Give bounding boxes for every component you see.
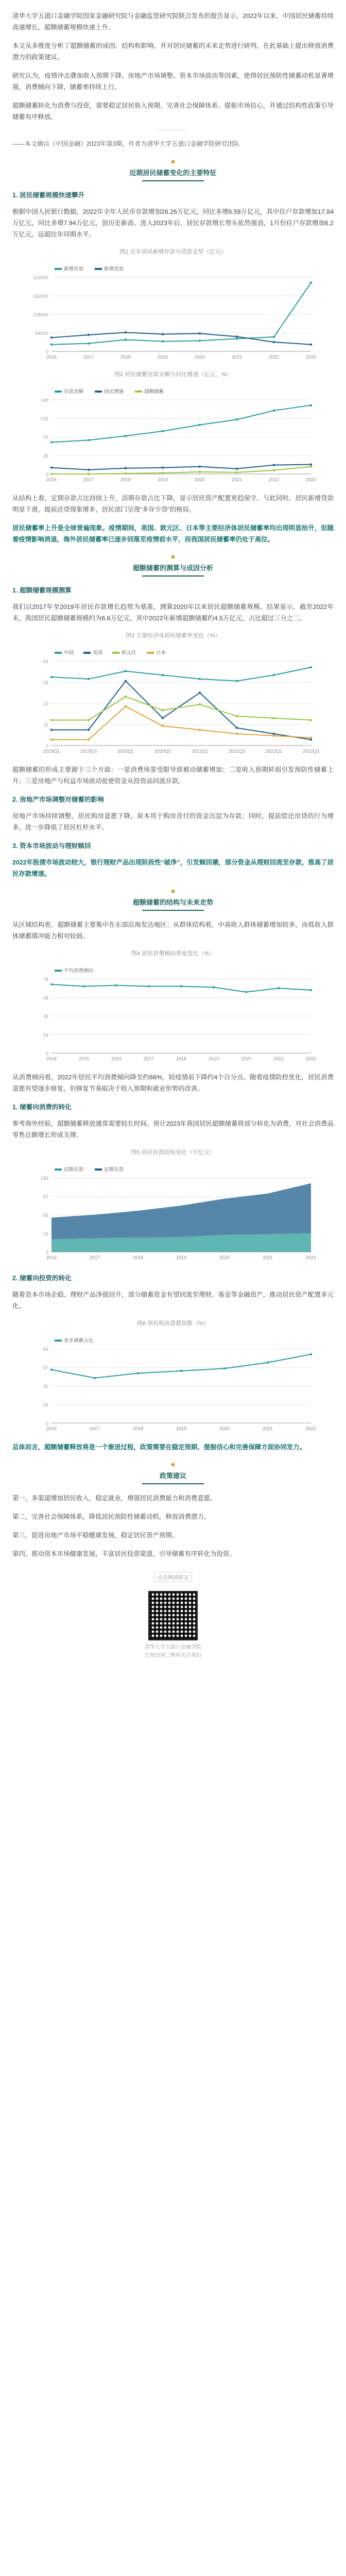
y-tick-label: 162000 <box>32 294 48 299</box>
data-point <box>245 991 247 993</box>
y-tick-label: 47 <box>43 1365 48 1370</box>
y-tick-label: 0 <box>45 743 48 749</box>
data-point <box>50 728 53 731</box>
y-tick-label: 130 <box>40 1176 48 1181</box>
legend-label: 日本 <box>156 650 166 656</box>
paragraph: 第四，推动资本市场健康发展，丰富居民投资渠道，引导储蓄有序转化为投资。 <box>12 1550 236 1557</box>
data-point <box>273 733 275 735</box>
intro-paragraph: 清华大学五道口金融学院国家金融研究院与金融监管研究院联合发布的报告显示，2022年以来，中国居民储蓄持续高速增长，超额储蓄规模快速上升。 <box>12 12 334 31</box>
series-line <box>51 706 311 740</box>
data-point <box>199 691 201 693</box>
y-tick-label: 19 <box>43 1032 48 1038</box>
y-tick-label: 63 <box>43 1347 48 1352</box>
legend-label: 同比增速 <box>104 389 124 395</box>
data-point <box>50 983 53 985</box>
paragraph: 第三，促进房地产市场平稳健康发展，稳定居民资产预期。 <box>12 1532 179 1539</box>
footer-org: 清华大学五道口金融学院 <box>145 1645 201 1650</box>
data-point <box>83 985 85 987</box>
legend-swatch <box>55 268 62 270</box>
data-point <box>310 343 312 345</box>
x-tick-label: 2020 <box>219 1255 230 1260</box>
data-point <box>162 466 164 468</box>
legend-swatch <box>135 391 142 393</box>
data-point <box>199 465 201 467</box>
data-point <box>88 469 90 471</box>
legend-label: 平均消费倾向 <box>64 968 94 974</box>
section-title: 近期居民储蓄变化的主要特征 <box>129 169 217 177</box>
subheading: 3. 资本市场波动与理财赎回 <box>12 842 91 850</box>
data-point <box>273 336 275 338</box>
data-point <box>50 336 53 338</box>
data-point <box>267 1362 269 1364</box>
subheading: 1. 居民储蓄规模快速攀升 <box>12 192 84 199</box>
data-point <box>236 715 238 717</box>
intro-paragraph: 本文从多维度分析了超额储蓄的成因、结构和影响，并对居民储蓄的未来走势进行研判，在此基础上提出释放消费潜力的政策建议。 <box>12 42 334 61</box>
chart-deposit-structure <box>29 1164 317 1267</box>
subheading: 1. 储蓄向消费的转化 <box>12 1104 72 1111</box>
data-point <box>310 404 312 406</box>
y-tick-label: 97 <box>43 1194 48 1199</box>
data-point <box>310 738 312 740</box>
series-line <box>51 332 311 344</box>
data-point <box>125 338 127 341</box>
data-point <box>273 469 275 471</box>
x-tick-label: 2020Q1 <box>117 749 134 754</box>
y-tick-label: 0 <box>45 1250 48 1255</box>
paragraph: 第二，完善社会保障体系，降低居民预防性储蓄动机，释放消费潜力。 <box>12 1513 211 1520</box>
section-header <box>12 889 334 911</box>
x-tick-label: 2023 <box>305 354 317 360</box>
x-tick-label: 2021 <box>231 354 243 360</box>
x-tick-label: 2018 <box>176 1056 187 1061</box>
section-title: 政策建议 <box>159 1472 186 1480</box>
x-tick-label: 2022Q1 <box>265 749 283 754</box>
chart-housing-intent <box>29 1335 317 1438</box>
legend-swatch <box>55 1340 62 1342</box>
data-point <box>50 466 53 468</box>
legend-label: 更多储蓄占比 <box>64 1338 94 1344</box>
data-point <box>88 439 90 441</box>
data-point <box>236 468 238 470</box>
data-point <box>310 737 312 739</box>
data-point <box>162 333 164 335</box>
intro-paragraph: 研究认为，疫情冲击叠加收入预期下降、房地产市场调整、资本市场波动等因素，使得居民预防性储蓄动机显著增强，消费倾向下降，储蓄率持续上行。 <box>12 72 334 91</box>
x-tick-label: 2021 <box>262 1255 273 1260</box>
data-point <box>115 984 117 986</box>
data-point <box>162 717 164 719</box>
x-tick-label: 2015 <box>78 1056 90 1061</box>
data-point <box>199 678 201 680</box>
data-point <box>236 727 238 729</box>
legend-swatch <box>55 652 62 654</box>
y-tick-label: 31 <box>43 1384 48 1389</box>
data-point <box>273 717 275 719</box>
x-tick-label: 2021 <box>273 1056 284 1061</box>
data-point <box>199 340 201 342</box>
legend-label: 活期存款 <box>64 1167 84 1173</box>
figure-caption: 图5 居民存款结构变化（万亿元） <box>131 1149 215 1156</box>
y-tick-label: 0 <box>45 472 48 477</box>
x-tick-label: 2018 <box>120 354 131 360</box>
y-tick-label: 32 <box>43 1231 48 1236</box>
data-point <box>50 343 53 345</box>
paragraph: 房地产市场持续调整，居民购房意愿下降，原本用于购房首付的资金沉淀为存款；同时，提前偿还房贷的行为增多，进一步降低了居民杠杆水平。 <box>12 812 334 831</box>
legend-swatch <box>55 391 62 393</box>
data-point <box>199 728 201 731</box>
data-point <box>273 735 275 737</box>
x-tick-label: 2017 <box>143 1056 154 1061</box>
source-quote: ——本文摘自《中国金融》2023年第3期，作者为清华大学五道口金融学院研究团队 <box>12 140 240 147</box>
legend-label: 中国 <box>64 650 74 656</box>
data-point <box>50 441 53 443</box>
data-point <box>310 463 312 465</box>
paragraph-emphasis: 2022年股债市场波动较大，银行理财产品出现阶段性“破净”，引发赎回潮，部分资金从理财回流至存款，推高了居民存款增速。 <box>12 859 334 877</box>
x-tick-label: 2019 <box>157 354 168 360</box>
legend-label: 美国 <box>93 650 103 656</box>
data-point <box>125 331 127 333</box>
x-tick-label: 2018 <box>132 1255 144 1260</box>
x-tick-label: 2022 <box>305 1056 317 1061</box>
data-point <box>125 705 127 707</box>
data-point <box>236 680 238 682</box>
x-tick-label: 2021Q3 <box>228 749 246 754</box>
chart-deposit-balance <box>29 386 317 489</box>
data-point <box>310 666 312 668</box>
figure-caption: 图3 主要经济体居民储蓄率变化（%） <box>126 633 220 639</box>
x-tick-label: 2016 <box>46 1255 57 1260</box>
data-point <box>273 674 275 676</box>
paragraph: 从区域结构看，超额储蓄主要集中在东部沿海发达地区；从群体结构看，中高收入群体储蓄增加较多，而低收入群体储蓄缓冲能力相对较弱。 <box>12 921 334 940</box>
y-tick-label: 32 <box>43 680 48 685</box>
x-tick-label: 2017 <box>83 354 94 360</box>
y-tick-label: 216000 <box>32 275 48 280</box>
y-tick-label: 108000 <box>32 312 48 317</box>
chart-consumption-propensity <box>29 965 317 1069</box>
data-point <box>125 467 127 469</box>
x-tick-label: 2019 <box>176 1426 187 1431</box>
legend-label: 新增存款 <box>64 266 84 272</box>
x-tick-label: 2017 <box>89 1426 100 1431</box>
data-point <box>88 342 90 344</box>
data-point <box>125 435 127 437</box>
data-point <box>273 341 275 343</box>
y-tick-label: 0 <box>45 349 48 354</box>
x-tick-label: 2023 <box>305 477 317 482</box>
data-point <box>180 985 182 987</box>
y-tick-label: 105 <box>40 416 48 421</box>
x-tick-label: 2022 <box>305 1255 317 1260</box>
x-tick-label: 2019Q3 <box>80 749 97 754</box>
data-point <box>148 985 150 987</box>
x-tick-label: 2020 <box>219 1426 230 1431</box>
data-point <box>50 676 53 678</box>
y-tick-label: 140 <box>40 398 48 403</box>
data-point <box>236 471 238 473</box>
x-tick-label: 2021Q1 <box>191 749 209 754</box>
x-tick-label: 2022 <box>268 477 280 482</box>
series-line <box>51 1354 311 1378</box>
legend-label: 欧元区 <box>122 650 136 656</box>
divider <box>142 1483 204 1484</box>
x-tick-label: 2017 <box>83 477 94 482</box>
data-point <box>88 334 90 336</box>
data-point <box>88 473 90 475</box>
subheading: 2. 储蓄向投资的转化 <box>12 1275 72 1282</box>
legend-label: 新增贷款 <box>104 266 124 272</box>
data-point <box>236 733 238 735</box>
y-tick-label: 70 <box>43 435 48 440</box>
data-point <box>310 1353 312 1355</box>
x-tick-label: 2019Q1 <box>43 749 60 754</box>
y-tick-label: 35 <box>43 453 48 459</box>
x-tick-label: 2016 <box>111 1056 122 1061</box>
data-point <box>88 678 90 680</box>
read-original-link[interactable]: 点击阅读原文 <box>154 1572 192 1582</box>
data-point <box>223 1367 226 1369</box>
section-header <box>12 554 334 577</box>
data-point <box>199 332 201 334</box>
x-tick-label: 2017 <box>89 1255 100 1260</box>
data-point <box>50 473 53 475</box>
paragraph: 根据中国人民银行数据，2022年全年人民币存款增加26.26万亿元，同比多增6.59万亿元，其中住户存款增加17.84万亿元，同比多增7.94万亿元，创历史新高。进入2023年后，居民存款增长势头依然强劲，1月份住户存款增加6.2万亿元，远超往年同期水平。 <box>12 208 334 238</box>
area-series <box>51 1183 311 1240</box>
data-point <box>199 703 201 705</box>
legend-swatch <box>112 652 119 654</box>
x-tick-label: 2014 <box>46 1056 57 1061</box>
data-point <box>310 989 312 991</box>
data-point <box>88 719 90 721</box>
data-point <box>50 1368 53 1370</box>
y-tick-label: 39 <box>43 1014 48 1019</box>
y-tick-label: 43 <box>43 659 48 664</box>
series-line <box>51 697 311 720</box>
paragraph-emphasis: 居民储蓄率上升是全球普遍现象。疫情期间，美国、欧元区、日本等主要经济体居民储蓄率均出现明显抬升，但随着疫情影响消退，海外居民储蓄率已逐步回落至疫情前水平，而我国居民储蓄率仍处于高位。 <box>12 524 334 543</box>
footer-hint: 长按识别二维码关注我们 <box>145 1653 201 1658</box>
legend-swatch <box>147 652 154 654</box>
figure-caption: 图4 居民消费倾向季度变化（%） <box>131 951 215 957</box>
figure-caption: 图2 居民储蓄存款余额与同比增速（亿元，%） <box>114 371 232 378</box>
x-tick-label: 2016 <box>46 354 57 360</box>
x-tick-label: 2021 <box>262 1426 273 1431</box>
data-point <box>236 337 238 340</box>
data-point <box>162 340 164 342</box>
divider <box>142 910 204 911</box>
paragraph: 随着资本市场企稳、理财产品净值回升，部分储蓄资金有望回流至理财、基金等金融资产，推动居民资产配置多元化。 <box>12 1291 334 1310</box>
ornament-icon <box>166 159 180 164</box>
paragraph: 从结构上看，定期存款占比持续上升，活期存款占比下降，显示居民资产配置更趋保守。与此同时，居民新增贷款明显下滑，提前还贷现象增多，居民部门呈现“多存少贷”的格局。 <box>12 495 334 513</box>
y-tick-label: 22 <box>43 701 48 706</box>
y-tick-label: 54000 <box>35 331 48 336</box>
legend-swatch <box>55 1168 62 1171</box>
data-point <box>236 335 238 337</box>
subheading: 2. 房地产市场调整对储蓄的影响 <box>12 796 104 803</box>
figure-caption: 图6 居民购房意愿指数（%） <box>137 1320 209 1327</box>
legend-swatch <box>55 970 62 972</box>
chart-new-deposits <box>29 264 317 367</box>
legend-swatch <box>83 652 91 654</box>
series-line <box>51 465 311 470</box>
data-point <box>213 986 215 988</box>
data-point <box>273 464 275 466</box>
intro-paragraph: 超额储蓄转化为消费与投资，需要稳定居民收入预期、完善社会保障体系、提振市场信心，并通过结构性政策引导储蓄有序释放。 <box>12 102 334 121</box>
x-tick-label: 2020 <box>194 354 205 360</box>
data-point <box>199 423 201 426</box>
legend-label: 存款余额 <box>64 389 84 395</box>
x-tick-label: 2018 <box>132 1426 144 1431</box>
legend-swatch <box>95 268 102 270</box>
y-tick-label: 11 <box>43 722 48 727</box>
data-point <box>162 430 164 432</box>
data-point <box>50 719 53 721</box>
x-tick-label: 2016 <box>46 1426 57 1431</box>
data-point <box>50 738 53 740</box>
y-tick-label: 0 <box>45 1051 48 1056</box>
data-point <box>125 696 127 698</box>
y-tick-label: 16 <box>43 1402 48 1408</box>
paragraph: 第一，多渠道增加居民收入，稳定就业，增强居民消费能力和消费意愿。 <box>12 1495 217 1502</box>
figure-caption: 图1 近年居民新增存款与贷款走势（亿元） <box>119 249 227 255</box>
x-tick-label: 2018 <box>120 477 131 482</box>
divider <box>142 180 204 181</box>
paragraph: 参考海外经验，超额储蓄释放通常需要较长时间。预计2023年我国居民超额储蓄将部分转化为消费，对社会消费品零售总额增长形成支撑。 <box>12 1120 334 1139</box>
y-tick-label: 58 <box>43 995 48 1001</box>
data-point <box>125 680 127 682</box>
section-title: 超额储蓄的测算与成因分析 <box>132 564 213 572</box>
paragraph: 我们以2017年至2019年居民存款增长趋势为基准，测算2020年以来居民超额储蓄规模。结果显示，截至2022年末，我国居民超额储蓄规模约为6.6万亿元，其中2022年新增超额储蓄约4.5万亿元，占比超过三分之二。 <box>12 603 334 622</box>
section-header <box>12 159 334 181</box>
series-line <box>51 467 311 474</box>
data-point <box>278 987 280 989</box>
x-tick-label: 2019 <box>176 1255 187 1260</box>
data-point <box>94 1377 96 1379</box>
data-point <box>137 1372 139 1374</box>
x-tick-label: 2020 <box>194 477 205 482</box>
paragraph: 超额储蓄的形成主要源于三个方面：一是消费场景受限导致被动储蓄增加；二是收入预期转弱引发预防性储蓄上升；三是房地产与权益市场波动促使资金从投资品回流存款。 <box>12 766 334 785</box>
series-line <box>51 667 311 681</box>
y-tick-label: 65 <box>43 1213 48 1218</box>
data-point <box>162 709 164 711</box>
legend-label: 超额储蓄 <box>144 389 164 395</box>
paragraph-emphasis: 总体而言，超额储蓄释放将是一个渐进过程，政策需要在稳定预期、提振信心和完善保障方面协同发力。 <box>12 1444 306 1451</box>
data-point <box>125 472 127 474</box>
x-tick-label: 2022 <box>268 354 280 360</box>
data-point <box>310 281 312 283</box>
data-point <box>162 725 164 727</box>
x-tick-label: 2020Q3 <box>154 749 171 754</box>
ornament-icon <box>166 1462 180 1467</box>
y-tick-label: 78 <box>43 977 48 982</box>
x-tick-label: 2019 <box>208 1056 219 1061</box>
footer <box>12 1572 334 1660</box>
ornament-icon <box>166 554 180 560</box>
x-tick-label: 2020 <box>240 1056 252 1061</box>
paragraph: 从消费倾向看，2022年居民平均消费倾向降至约66%，较疫情前下降约4个百分点。随着疫情防控优化，居民消费意愿有望逐步修复，但修复节奏取决于收入预期和就业形势的改善。 <box>12 1074 334 1092</box>
subheading: 1. 超额储蓄规模测算 <box>12 587 72 594</box>
y-tick-label: 0 <box>45 1421 48 1426</box>
x-tick-label: 2019 <box>157 477 168 482</box>
x-tick-label: 2021 <box>231 477 243 482</box>
qr-code-icon <box>148 1591 198 1640</box>
data-point <box>162 674 164 676</box>
section-title: 超额储蓄的结构与未来走势 <box>132 899 213 906</box>
data-point <box>88 728 90 731</box>
x-tick-label: 2022Q3 <box>302 749 320 754</box>
chart-savings-rate <box>29 648 320 761</box>
data-point <box>273 410 275 412</box>
data-point <box>88 738 90 740</box>
divider <box>142 575 204 577</box>
data-point <box>199 471 201 473</box>
data-point <box>125 670 127 672</box>
ornament-icon <box>166 889 180 894</box>
section-header <box>12 1462 334 1484</box>
legend-swatch <box>95 1168 102 1171</box>
data-point <box>310 465 312 467</box>
x-tick-label: 2022 <box>305 1426 317 1431</box>
data-point <box>180 1370 182 1372</box>
legend-swatch <box>95 391 102 393</box>
x-tick-label: 2016 <box>46 477 57 482</box>
data-point <box>162 472 164 474</box>
legend-label: 定期存款 <box>104 1167 124 1173</box>
data-point <box>236 418 238 420</box>
data-point <box>310 719 312 721</box>
series-line <box>51 681 311 740</box>
